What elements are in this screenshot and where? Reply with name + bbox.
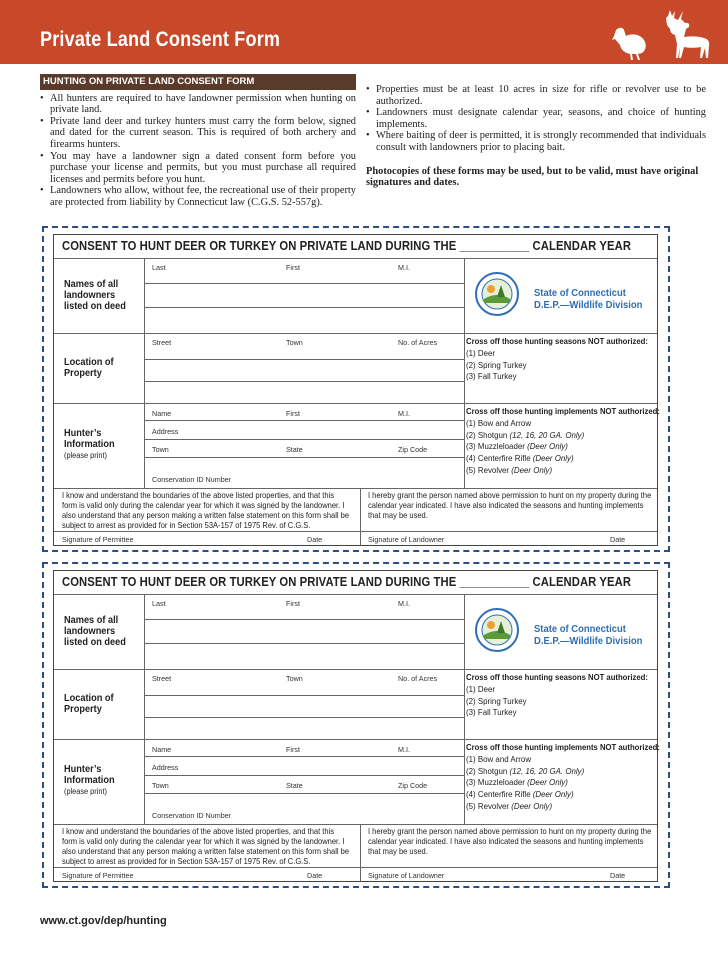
landowner-name-line[interactable] [144,643,464,644]
header-band [0,0,728,64]
conservation-id-label: Conservation ID Number [152,811,232,820]
state-label: State [286,445,303,454]
landowner-date-label: Date [610,535,626,544]
acres-label: No. of Acres [398,674,438,683]
hunter-section-label [64,764,128,797]
mi-label: M.I. [398,263,410,272]
location-section-label: Location of Property [64,693,114,715]
implement-centerfire-rifle[interactable]: (4) Centerfire Rifle (Deer Only) [466,789,574,800]
ct-dep-seal-icon [474,271,520,317]
hunter-town-line[interactable] [144,457,464,458]
location-line[interactable] [144,695,464,696]
landowner-signature-label: Signature of Landowner [368,871,445,880]
implement-muzzleloader[interactable]: (3) Muzzleloader (Deer Only) [466,777,568,788]
implement-bow[interactable]: (1) Bow and Arrow [466,753,532,764]
season-spring-turkey[interactable]: (2) Spring Turkey [466,359,527,370]
implements-list [466,742,660,813]
mi-label: M.I. [398,599,410,608]
zip-label: Zip Code [398,781,428,790]
please-print-label: (please print) [64,787,107,796]
list-item: • Private land deer and turkey hunters must carry the form below, signed and dated for the current season. This is required of both archery and firearms hunters. [40,116,356,151]
state-line1: State of Connecticut [534,623,626,635]
seasons-header: Cross off those hunting seasons NOT authorized: [466,336,648,346]
zip-label: Zip Code [398,445,428,454]
intro-left-column [40,74,356,209]
consent-form [42,562,670,888]
town-label: Town [286,338,303,347]
implements-header: Cross off those hunting implements NOT authorized: [466,406,660,416]
landowner-statement: I hereby grant the person named above permission to hunt on my property during the calendar year indicated. I have also indicated the seasons and hunting implements that may be used. [368,827,652,856]
landowner-name-line[interactable] [144,619,464,620]
list-item: • Where baiting of deer is permitted, it is strongly recommended that individuals consult with landowners prior to placing bait. [366,130,706,153]
season-spring-turkey[interactable]: (2) Spring Turkey [466,695,527,706]
hunter-section-title: Hunter’s Information [64,764,115,786]
state-line1: State of Connecticut [534,287,626,299]
street-label: Street [152,674,172,683]
season-deer[interactable]: (1) Deer [466,683,496,694]
name-label: Name [152,745,172,754]
permittee-statement: I know and understand the boundaries of the above listed properties, and that this form is valid only during the calendar year for which it was signed by the landowner. I also understand that any person making a written false statement on this form shall be subject to arrest as provided for in Section 53A-157 of 1975 Rev. of C.G.S. [62,491,350,530]
hunter-section-title: Hunter’s Information [64,428,115,450]
name-label: Name [152,409,172,418]
permittee-signature-label: Signature of Permittee [62,871,134,880]
address-label: Address [152,763,179,772]
implement-muzzleloader[interactable]: (3) Muzzleloader (Deer Only) [466,441,568,452]
implement-bow[interactable]: (1) Bow and Arrow [466,417,532,428]
signature-line[interactable] [54,531,657,532]
list-item: • You may have a landowner sign a dated consent form before you purchase your license and permits, but you must purchase all required licenses and permits before you hunt. [40,151,356,186]
section-bar: HUNTING ON PRIVATE LAND CONSENT FORM [40,74,356,90]
town-label: Town [152,781,169,790]
implements-list [466,406,660,477]
town-label: Town [286,674,303,683]
season-fall-turkey[interactable]: (3) Fall Turkey [466,371,517,382]
turkey-and-deer-silhouette-icon [608,8,718,62]
ct-dep-seal-icon [474,607,520,653]
location-line[interactable] [144,717,464,718]
state-line2: D.E.P.—Wildlife Division [534,299,643,311]
landowner-name-line[interactable] [144,307,464,308]
first-label: First [286,263,300,272]
season-deer[interactable]: (1) Deer [466,347,496,358]
seasons-header: Cross off those hunting seasons NOT authorized: [466,672,648,682]
form-title: CONSENT TO HUNT DEER OR TURKEY ON PRIVATE LAND DURING THE ___________ CALENDAR YEAR [62,239,632,253]
list-item: • All hunters are required to have landowner permission when hunting on private land. [40,93,356,116]
implement-shotgun[interactable]: (2) Shotgun (12, 16, 20 GA. Only) [466,765,585,776]
landowner-name-line[interactable] [144,283,464,284]
location-line[interactable] [144,381,464,382]
consent-form-inner [53,234,658,546]
location-line[interactable] [144,359,464,360]
consent-form-inner [53,570,658,882]
implement-shotgun[interactable]: (2) Shotgun (12, 16, 20 GA. Only) [466,429,585,440]
location-section-label: Location of Property [64,357,114,379]
address-label: Address [152,427,179,436]
hunter-section-label [64,428,128,461]
first-label: First [286,599,300,608]
mi-label: M.I. [398,409,410,418]
mi-label: M.I. [398,745,410,754]
hunter-address-line[interactable] [144,775,464,776]
permittee-signature-label: Signature of Permittee [62,535,134,544]
seasons-list [466,672,648,719]
conservation-id-label: Conservation ID Number [152,475,232,484]
landowner-date-label: Date [610,871,626,880]
left-bullet-list [40,93,356,209]
signature-line[interactable] [54,867,657,868]
footer-url[interactable]: www.ct.gov/dep/hunting [40,915,167,927]
season-fall-turkey[interactable]: (3) Fall Turkey [466,707,517,718]
hunter-town-line[interactable] [144,793,464,794]
implement-revolver[interactable]: (5) Revolver (Deer Only) [466,800,553,811]
please-print-label: (please print) [64,451,107,460]
right-bullet-list [366,84,706,154]
list-item: • Properties must be at least 10 acres in size for rifle or revolver use to be authorized. [366,84,706,107]
last-label: Last [152,263,166,272]
implement-revolver[interactable]: (5) Revolver (Deer Only) [466,464,553,475]
photocopies-note: Photocopies of these forms may be used, but to be valid, must have original signatures and dates. [366,165,699,189]
hunter-name-line[interactable] [144,420,464,421]
landowner-statement: I hereby grant the person named above permission to hunt on my property during the calendar year indicated. I have also indicated the seasons and hunting implements that may be used. [368,491,652,520]
landowner-signature-label: Signature of Landowner [368,535,445,544]
permittee-statement: I know and understand the boundaries of the above listed properties, and that this form is valid only during the calendar year for which it was signed by the landowner. I also understand that any person making a written false statement on this form shall be subject to arrest as provided for in Section 53A-157 of 1975 Rev. of C.G.S. [62,827,350,866]
permittee-date-label: Date [307,535,323,544]
implements-header: Cross off those hunting implements NOT authorized: [466,742,660,752]
permittee-date-label: Date [307,871,323,880]
state-line2: D.E.P.—Wildlife Division [534,635,643,647]
intro-right-column [366,84,706,189]
last-label: Last [152,599,166,608]
seasons-list [466,336,648,383]
first-label: First [286,409,300,418]
list-item: • Landowners must designate calendar year, seasons, and choice of hunting implements. [366,107,706,130]
hunter-address-line[interactable] [144,439,464,440]
consent-form [42,226,670,552]
street-label: Street [152,338,172,347]
first-label: First [286,745,300,754]
names-section-label: Names of all landowners listed on deed [64,279,126,312]
town-label: Town [152,445,169,454]
state-label: State [286,781,303,790]
names-section-label: Names of all landowners listed on deed [64,615,126,648]
page-title: Private Land Consent Form [40,28,281,51]
list-item: • Landowners who allow, without fee, the recreational use of their property are protected from liability by Connecticut law (C.G.S. 52-557g). [40,185,356,208]
implement-centerfire-rifle[interactable]: (4) Centerfire Rifle (Deer Only) [466,453,574,464]
acres-label: No. of Acres [398,338,438,347]
form-title: CONSENT TO HUNT DEER OR TURKEY ON PRIVATE LAND DURING THE ___________ CALENDAR YEAR [62,575,632,589]
hunter-name-line[interactable] [144,756,464,757]
